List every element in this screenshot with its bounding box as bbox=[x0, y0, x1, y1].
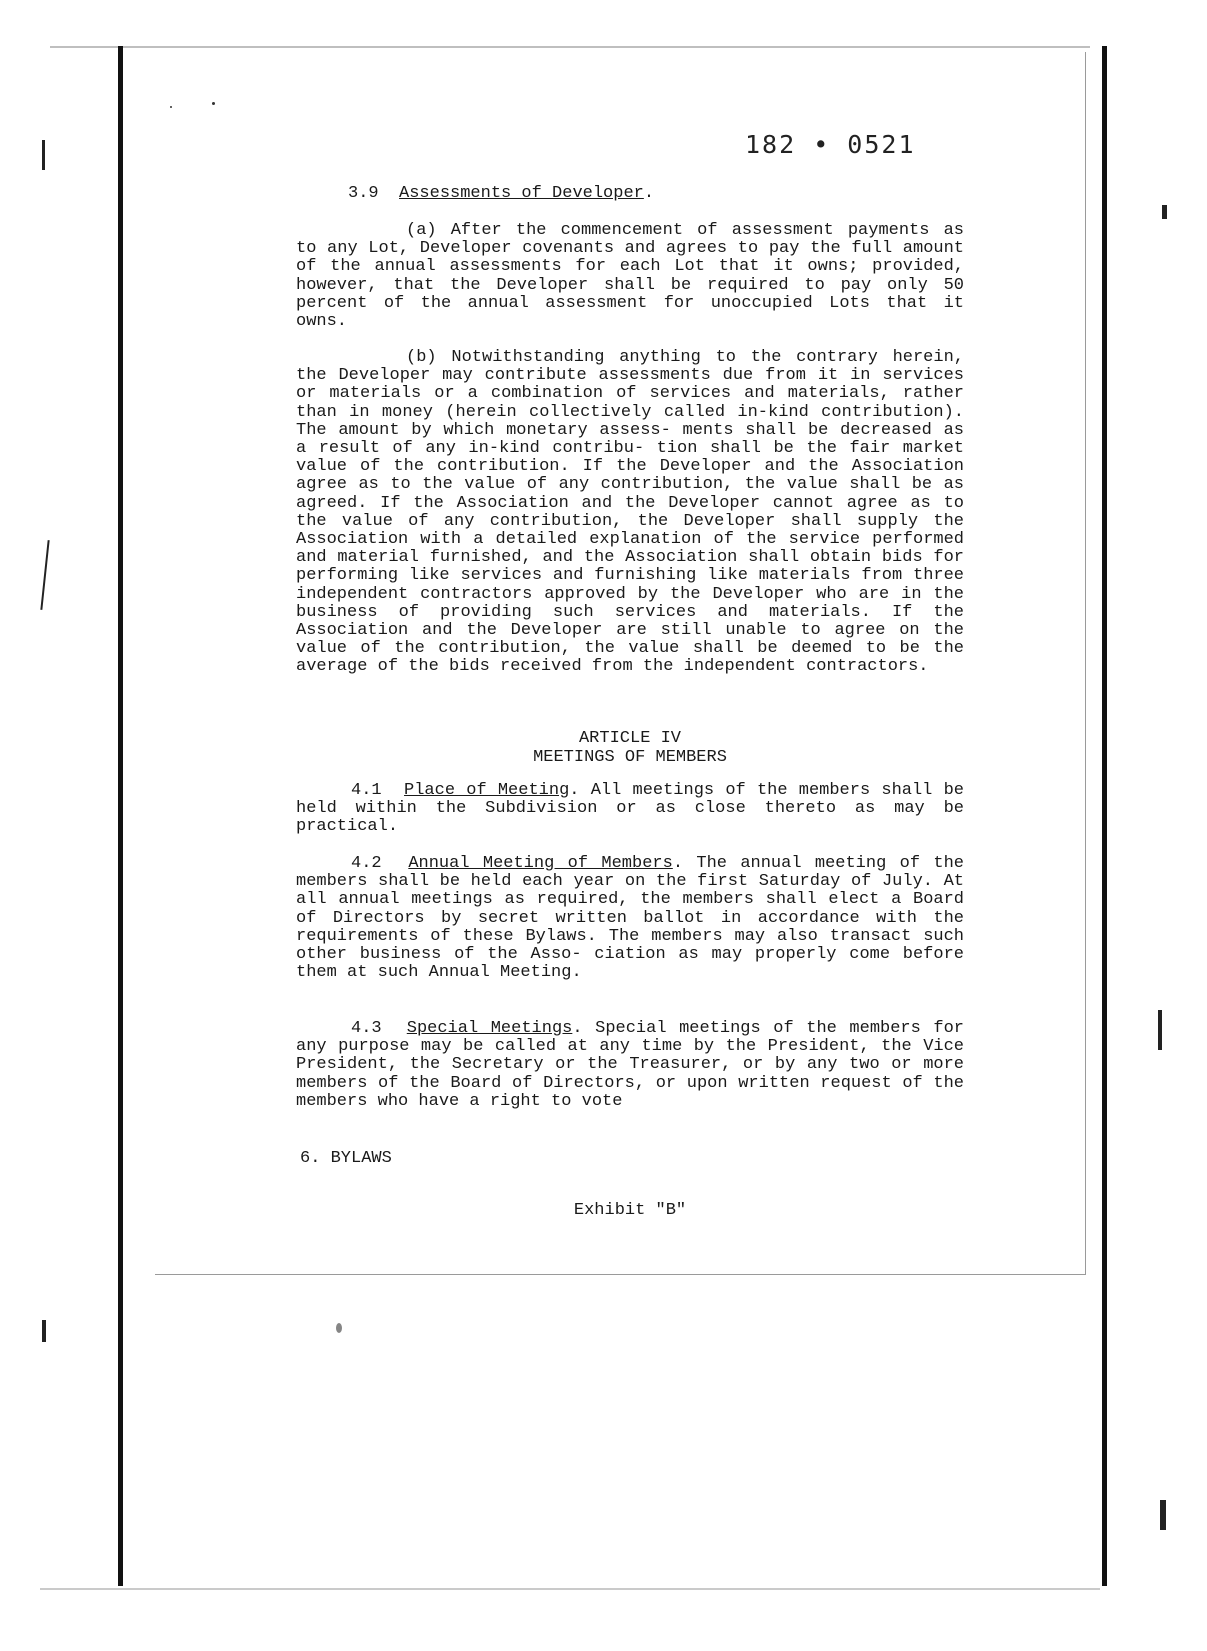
scan-speck bbox=[212, 102, 215, 105]
section-title: Place of Meeting bbox=[404, 781, 570, 800]
margin-mark bbox=[42, 140, 45, 170]
section-number: 3.9 bbox=[348, 184, 379, 203]
section-title: Special Meetings bbox=[406, 1019, 573, 1038]
section-4-2: 4.2 Annual Meeting of Members. The annual meeting of the members shall be held each year on the first Saturday of July. At all annual meetings as required, the members shall elect a Board of Directors by secret written ballot in accordance with the requirements of these Bylaws. The members may also transact such other business of the Asso- ciation as may properly come before them at such Annual Meeting. bbox=[296, 854, 964, 983]
page-footer-label: 6. BYLAWS bbox=[300, 1149, 392, 1168]
scan-edge-top bbox=[50, 46, 1090, 48]
scan-speck bbox=[170, 106, 172, 108]
margin-mark bbox=[40, 540, 49, 610]
section-3-9-heading: 3.9 Assessments of Developer. bbox=[348, 184, 655, 203]
margin-mark bbox=[42, 1320, 46, 1342]
scan-border-right bbox=[1102, 46, 1107, 1586]
section-title: Assessments of Developer bbox=[399, 184, 644, 203]
margin-mark bbox=[1162, 205, 1167, 219]
section-title: Annual Meeting of Members bbox=[408, 854, 673, 873]
scan-speck bbox=[336, 1323, 342, 1333]
paragraph-b: (b) Notwithstanding anything to the contrary herein, the Developer may contribute assessments due from it in services or materials or a combination of services and materials, rather than in money (herein collectively called in-kind contribution). The amount by which monetary assess- ments shall be decreased as a result of any in-kind contribu- tion shall be the fair market value of the contribution. If the Developer and the Association agree as to the value of any contribution, the value shall be as agreed. If the Association and the Developer cannot agree as to the value of any contribution, the Developer shall supply the Association with a detailed explanation of the service performed and material furnished, and the Association shall obtain bids for performing like services and furnishing like materials from three independent contractors approved by the Developer who are in the business of providing such services and materials. If the Association and the Developer are still unable to agree on the value of the contribution, the value shall be deemed to be the average of the bids received from the independent contractors. bbox=[296, 348, 964, 677]
document-stamp: 182 • 0521 bbox=[745, 130, 916, 159]
section-4-3: 4.3 Special Meetings. Special meetings of the members for any purpose may be called at any time by the President, the Vice President, the Secretary or the Treasurer, or by any two or more members of the Board of Directors, or upon written request of the members who have a right to vote bbox=[296, 1019, 964, 1111]
article-number: ARTICLE IV bbox=[578, 729, 682, 748]
scan-border-left bbox=[118, 46, 123, 1586]
exhibit-label: Exhibit "B" bbox=[573, 1201, 687, 1220]
margin-mark bbox=[1158, 1010, 1162, 1050]
section-4-1: 4.1 Place of Meeting. All meetings of the members shall be held within the Subdivision or as close thereto as may be practical. bbox=[296, 781, 964, 837]
paragraph-a: (a) After the commencement of assessment payments as to any Lot, Developer covenants and agrees to pay the full amount of the annual assessments for each Lot that it owns; provided, however, that the Developer shall be required to pay only 50 percent of the annual assessment for unoccupied Lots that it owns. bbox=[296, 221, 964, 332]
scan-edge-bottom bbox=[40, 1588, 1100, 1590]
article-heading bbox=[296, 729, 964, 767]
margin-mark bbox=[1160, 1500, 1166, 1530]
article-title: MEETINGS OF MEMBERS bbox=[533, 748, 727, 767]
